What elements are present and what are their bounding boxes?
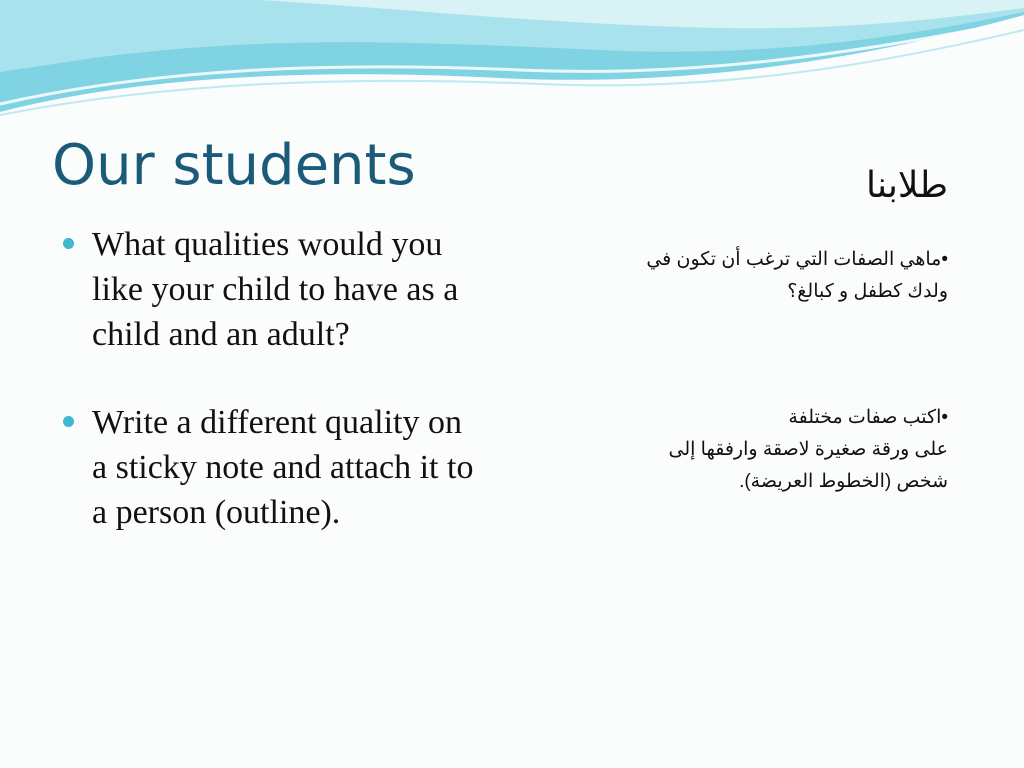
- header-wave-decoration: [0, 0, 1024, 130]
- bullet-sticky-note-instruction: [62, 400, 482, 535]
- bullet-qualities-question: [62, 222, 482, 357]
- arabic-bullet-line: شخص (الخطوط العريضة).: [739, 471, 948, 492]
- bullet-dot-icon: [63, 238, 74, 249]
- arabic-bullet-line: على ورقة صغيرة لاصقة وارفقها إلى: [668, 439, 948, 460]
- bullet-text: What qualities would you like your child to have as a child and an adult?: [92, 226, 459, 353]
- arabic-bullet-sticky-note-instruction: [568, 402, 948, 498]
- bullet-dot-icon: [63, 416, 74, 427]
- slide-title-arabic: طلابنا: [866, 165, 948, 206]
- arabic-bullet-line: •ماهي الصفات التي ترغب أن تكون في: [646, 249, 948, 270]
- english-bullet-list: [62, 222, 482, 535]
- slide-title: Our students: [52, 133, 416, 198]
- arabic-bullet-list: [568, 244, 948, 498]
- arabic-bullet-line: •اكتب صفات مختلفة: [788, 407, 948, 428]
- bullet-text: Write a different quality on a sticky note and attach it to a person (outline).: [92, 404, 474, 531]
- arabic-bullet-qualities-question: [568, 244, 948, 308]
- arabic-bullet-line: ولدك كطفل و كبالغ؟: [787, 281, 948, 302]
